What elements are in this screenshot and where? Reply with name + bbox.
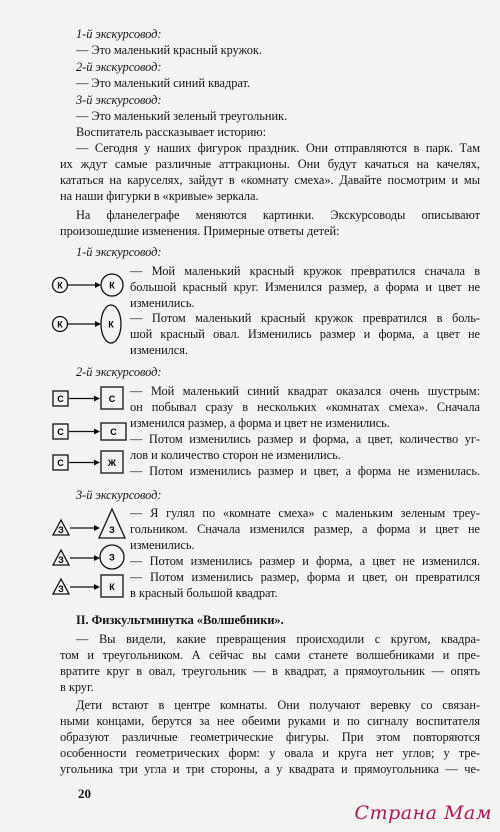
text-line: угольника три угла и три стороны, а у квадрата и прямоугольника — че-: [60, 762, 480, 776]
svg-text:З: З: [58, 584, 64, 594]
text-line: — Потом изменились размер и форма, а цвет не изменился.: [130, 554, 480, 568]
text-line: в красный большой квадрат.: [130, 586, 278, 600]
text-line: их ждут самые различные аттракционы. Они будут качаться на качелях,: [60, 157, 480, 171]
text-line: изменились.: [130, 538, 195, 552]
guide-heading: 1-й экскурсовод:: [76, 245, 162, 259]
guide-heading: 1-й экскурсовод:: [76, 27, 162, 41]
text-line: — Потом маленький красный кружок превратился в боль-: [130, 311, 480, 325]
guide-heading: 3-й экскурсовод:: [76, 488, 162, 502]
diagram-triangle-to-red-square: [52, 573, 124, 601]
text-line: — Потом изменились размер, форма и цвет, он превратился: [130, 570, 480, 584]
text-line: на наши фигурки в «кривые» зеркала.: [60, 189, 259, 203]
text-line: — Я гулял по «комнате смеха» с маленьким зеленым треу-: [130, 506, 480, 520]
text-line: — Мой маленький красный кружок превратился сначала в: [130, 264, 480, 278]
svg-text:С: С: [57, 427, 64, 437]
diagram-triangle-to-circle: [52, 542, 124, 572]
svg-text:С: С: [110, 427, 117, 437]
svg-text:К: К: [109, 280, 115, 291]
svg-text:С: С: [108, 394, 116, 404]
text-line: шой красный овал. Изменились размер и форма, а цвет не: [130, 327, 480, 341]
text-line: — Мой маленький синий квадрат оказался очень шустрым:: [130, 384, 480, 398]
svg-text:С: С: [57, 394, 64, 404]
text-line: лов и количество сторон не изменились.: [130, 448, 341, 462]
text-line: том и треугольником. А сейчас вы сами станете волшебниками и пре-: [60, 648, 480, 662]
text-line: изменился.: [130, 343, 188, 357]
text-line: он побывал сразу в нескольких «комнатах смеха». Сначала: [130, 400, 480, 414]
diagram-circle-grow: [52, 272, 124, 298]
diagram-square-grow: [52, 386, 124, 410]
diagram-square-color-change: [52, 450, 124, 474]
text-line: — Потом изменились размер и форма, а цвет, количество уг-: [130, 432, 480, 446]
page-number: 20: [78, 786, 91, 801]
guide-heading: 3-й экскурсовод:: [76, 93, 162, 107]
text-line: — Сегодня у наших фигурок праздник. Они отправляются в парк. Там: [76, 141, 480, 155]
text-line: Воспитатель рассказывает историю:: [76, 125, 267, 139]
text-line: большой красный круг. Изменился размер, а форма и цвет не: [130, 280, 480, 294]
text-line: — Это маленький синий квадрат.: [76, 76, 251, 90]
text-line: гольником. Сначала изменился размер, а форма и цвет не: [130, 522, 480, 536]
svg-text:З: З: [109, 525, 115, 535]
text-line: кататься на каруселях, зайдут в «комнату смеха». Давайте посмотрим и мы: [60, 173, 480, 187]
diagram-triangle-grow: [52, 508, 124, 540]
guide-heading: 2-й экскурсовод:: [76, 365, 162, 379]
svg-text:К: К: [57, 280, 63, 291]
svg-text:К: К: [109, 582, 115, 592]
text-line: изменились.: [130, 296, 195, 310]
svg-text:К: К: [108, 319, 114, 330]
watermark-logo: Страна Мам: [354, 802, 492, 824]
diagram-circle-to-oval: [52, 303, 124, 345]
text-line: в круг.: [60, 680, 94, 694]
text-line: образуют различные геометрические фигуры. При этом повторяются: [60, 730, 480, 744]
text-line: — Это маленький красный кружок.: [76, 43, 262, 57]
svg-text:З: З: [58, 525, 64, 535]
svg-text:З: З: [58, 555, 64, 565]
diagram-square-to-rectangle: [52, 419, 124, 443]
text-line: произошедшие изменения. Примерные ответы детей:: [60, 224, 340, 238]
svg-text:Ж: Ж: [107, 458, 117, 468]
text-line: — Это маленький зеленый треугольник.: [76, 109, 288, 123]
text-line: изменился размер, а форма и цвет не изменились.: [130, 416, 390, 430]
guide-heading: 2-й экскурсовод:: [76, 60, 162, 74]
svg-text:С: С: [57, 458, 64, 468]
svg-text:К: К: [57, 319, 63, 330]
text-line: На фланелеграфе меняются картинки. Экскурсоводы описывают: [76, 208, 480, 222]
text-line: — Вы видели, какие превращения происходили с кругом, квадра-: [76, 632, 480, 646]
text-line: Дети встают в центре комнаты. Они получают веревку со связан-: [76, 698, 480, 712]
text-line: вратите круг в овал, треугольник — в квадрат, а прямоугольник — опять: [60, 664, 480, 678]
text-line: особенности геометрических форм: у овала и круга нет углов; у тре-: [60, 746, 480, 760]
svg-text:З: З: [109, 552, 115, 563]
section-heading: II. Физкультминутка «Волшебники».: [76, 613, 284, 627]
text-line: ными концами, берутся за нее обеими руками и по сигналу воспитателя: [60, 714, 480, 728]
text-line: — Потом изменились размер и цвет, а форма не изменилась.: [130, 464, 480, 478]
